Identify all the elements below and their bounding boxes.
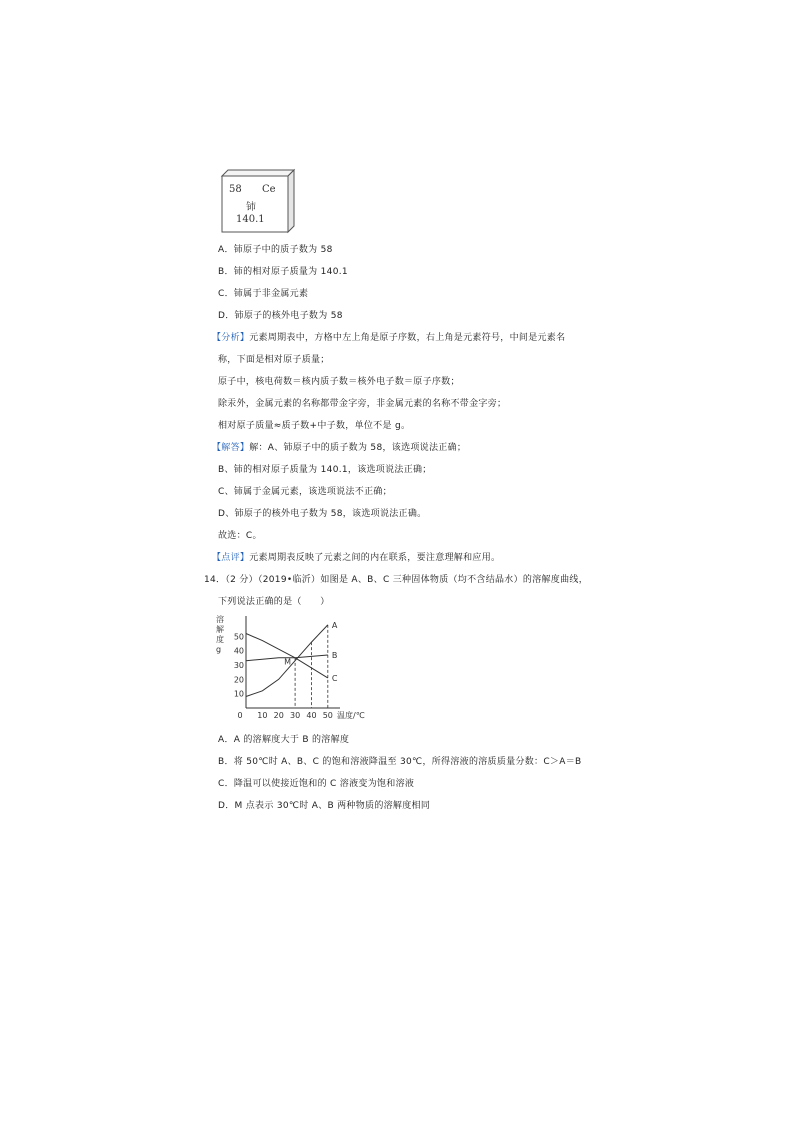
q13-option-d: D．铈原子的核外电子数为 58 <box>218 311 343 321</box>
element-name: 铈 <box>246 202 256 213</box>
y-tick-label: 40 <box>233 646 244 656</box>
point-m-label: M <box>284 657 292 667</box>
q14-stem-line-1: 14．（2 分）（2019•临沂）如图是 A、B、C 三种固体物质（均不含结晶水）的溶解度曲线， <box>204 575 588 585</box>
x-tick-label: 30 <box>289 711 301 720</box>
q14-option-a: A．A 的溶解度大于 B 的溶解度 <box>218 735 350 745</box>
answer-line-2: B、铈的相对原子质量为 140.1，该选项说法正确； <box>218 465 432 475</box>
y-axis-label-char: g <box>216 645 222 654</box>
element-symbol: Ce <box>262 184 276 195</box>
x-tick-label: 10 <box>257 711 268 720</box>
solubility-chart-svg <box>210 612 365 722</box>
answer-line-3: C、铈属于金属元素，该选项说法不正确； <box>218 487 392 497</box>
analysis-line-1: 【分析】元素周期表中，方格中左上角是原子序数，右上角是元素符号，中间是元素名 <box>212 333 566 343</box>
analysis-line-2: 称，下面是相对原子质量； <box>218 355 330 365</box>
answer-tag: 【解答】 <box>212 443 250 453</box>
answer-line-1: 【解答】解：A、铈原子中的质子数为 58，该选项说法正确； <box>212 443 467 453</box>
answer-line-4: D、铈原子的核外电子数为 58，该选项说法正确。 <box>218 509 427 519</box>
comment-line: 【点评】元素周期表反映了元素之间的内在联系，要注意理解和应用。 <box>212 553 501 563</box>
x-tick-label: 0 <box>237 711 243 720</box>
q13-option-a: A．铈原子中的质子数为 58 <box>218 245 333 255</box>
x-tick-label: 40 <box>306 711 317 720</box>
x-axis-label: 温度/℃ <box>337 711 365 720</box>
q14-stem-line-2: 下列说法正确的是（ ） <box>218 597 330 607</box>
comment-tag: 【点评】 <box>212 553 250 563</box>
solubility-chart <box>210 612 365 722</box>
analysis-tag: 【分析】 <box>212 333 250 343</box>
y-axis-label-char: 解 <box>216 625 224 634</box>
y-tick-label: 50 <box>233 632 244 642</box>
y-axis-label-char: 度 <box>216 635 224 644</box>
element-card <box>220 168 296 234</box>
series-A-label: A <box>331 620 338 630</box>
series-C-label: C <box>331 673 338 683</box>
analysis-line-4: 除汞外，金属元素的名称都带金字旁，非金属元素的名称不带金字旁； <box>218 399 507 409</box>
q13-option-b: B．铈的相对原子质量为 140.1 <box>218 267 348 277</box>
y-tick-label: 30 <box>233 661 244 670</box>
y-axis-label-char: 溶 <box>216 615 224 624</box>
y-tick-label: 10 <box>233 689 244 699</box>
series-B-label: B <box>331 650 338 660</box>
analysis-line-5: 相对原子质量≈质子数+中子数，单位不是 g。 <box>218 421 411 431</box>
analysis-line-3: 原子中，核电荷数＝核内质子数＝核外电子数＝原子序数； <box>218 377 460 387</box>
q14-option-d: D．M 点表示 30℃时 A、B 两种物质的溶解度相同 <box>218 801 431 811</box>
q14-option-c: C．降温可以使接近饱和的 C 溶液变为饱和溶液 <box>218 779 415 789</box>
atomic-number: 58 <box>229 184 242 195</box>
atomic-mass: 140.1 <box>236 214 265 225</box>
answer-line-5: 故选：C。 <box>218 531 262 541</box>
y-tick-label: 20 <box>233 675 244 685</box>
x-tick-label: 20 <box>273 711 284 720</box>
q13-option-c: C．铈属于非金属元素 <box>218 289 309 299</box>
x-tick-label: 50 <box>322 711 333 720</box>
q14-option-b: B．将 50℃时 A、B、C 的饱和溶液降温至 30℃，所得溶液的溶质质量分数：C＞A＝B <box>218 757 582 767</box>
